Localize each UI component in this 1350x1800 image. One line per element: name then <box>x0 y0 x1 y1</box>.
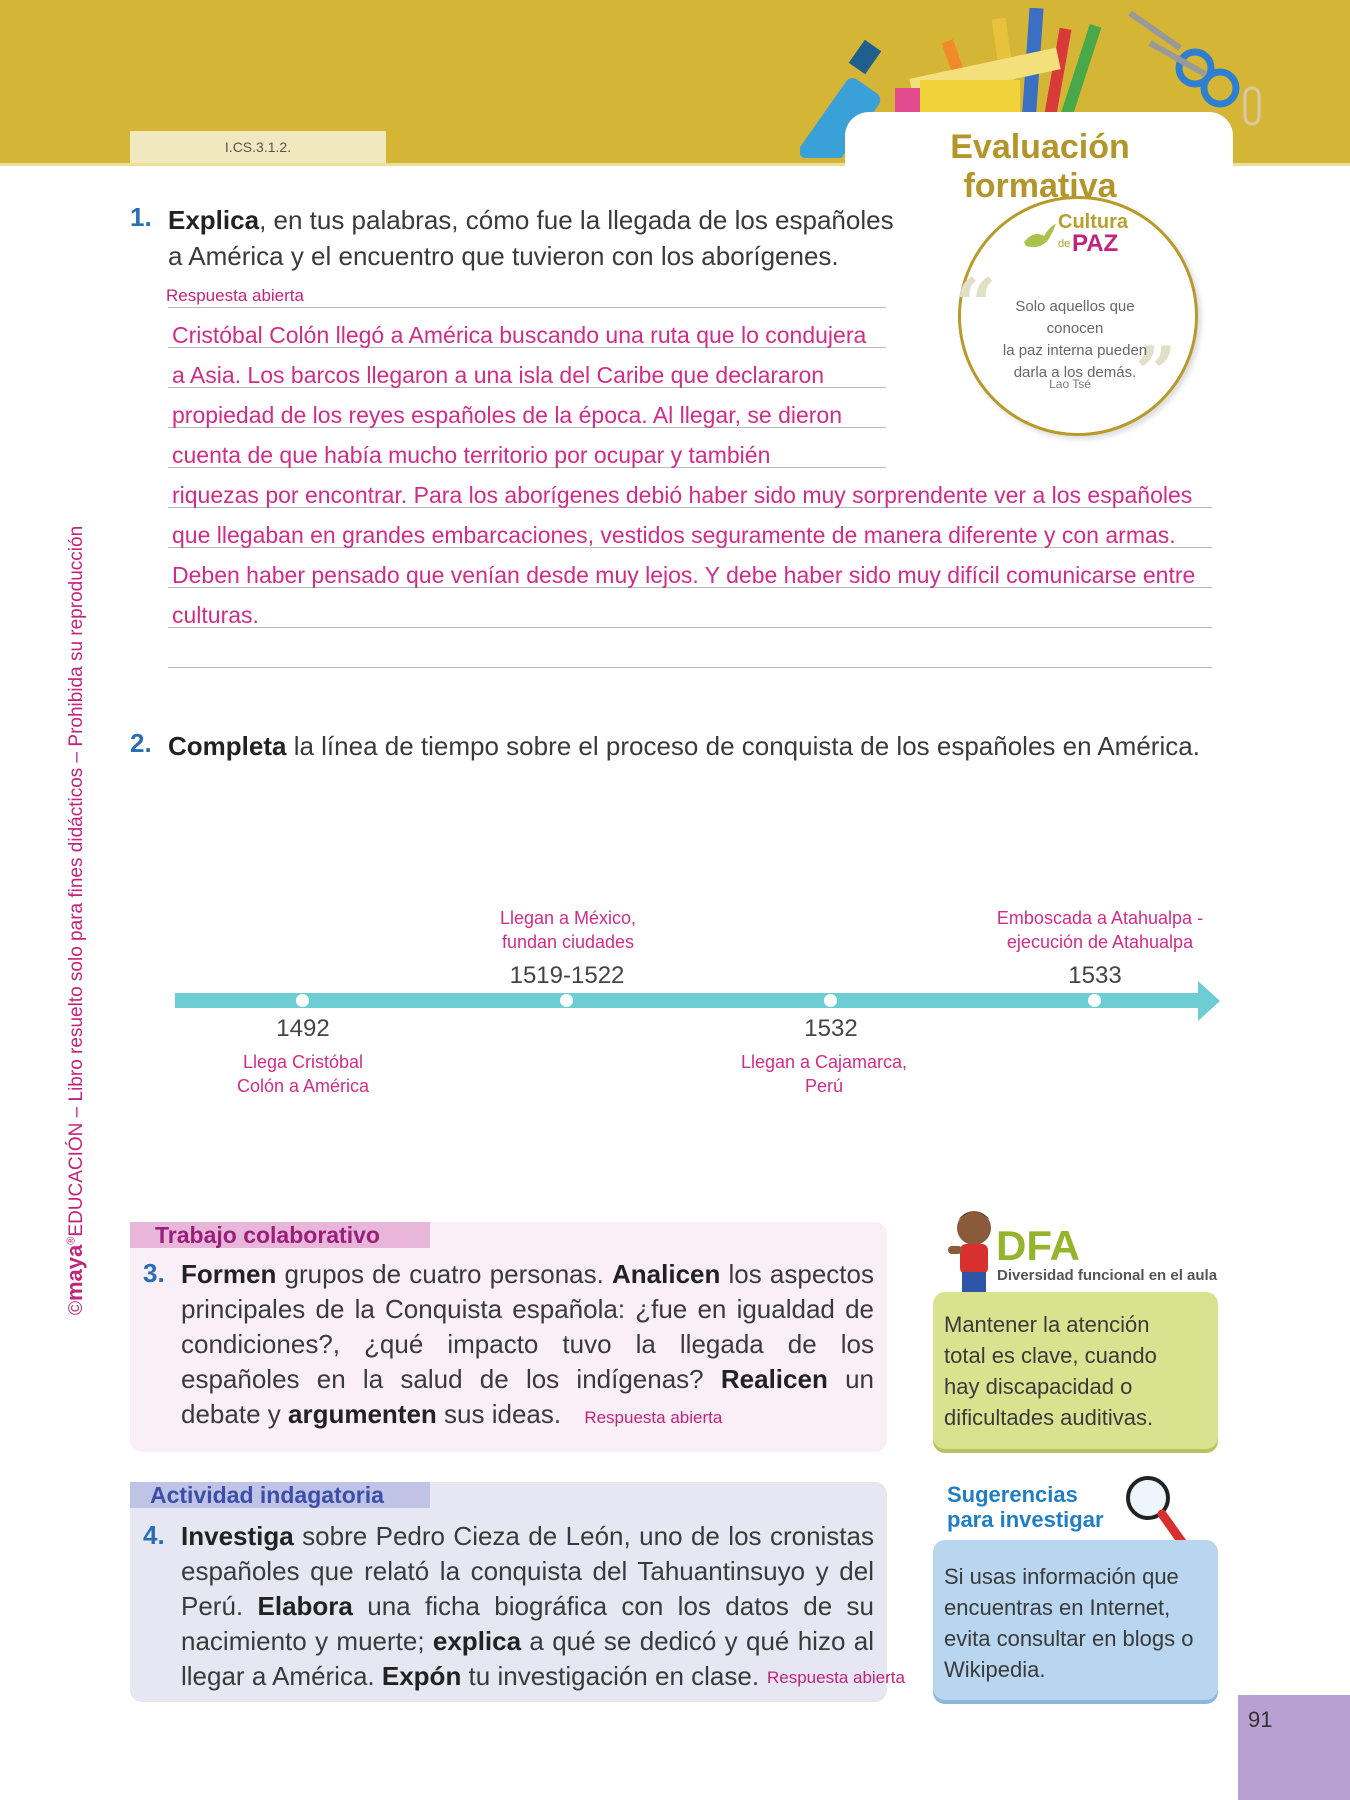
peace-title-de: de <box>1058 238 1071 250</box>
question-1-prompt <box>168 202 908 274</box>
question-4-text: a qué se dedicó y qué hizo al llegar a América. <box>181 1626 874 1691</box>
question-1-text-line1: , en tus palabras, cómo fue la llegada de los españoles <box>259 205 894 235</box>
answer-line: que llegaban en grandes embarcaciones, vestidos seguramente de manera diferente y con armas. <box>172 522 1176 548</box>
answer-tag: Respuesta abierta <box>166 286 304 305</box>
timeline-event-label <box>183 1050 423 1098</box>
timeline-label-line: Emboscada a Atahualpa - <box>996 908 1204 928</box>
magnifying-glass-icon <box>1120 1470 1192 1550</box>
timeline-bar <box>175 993 1205 1008</box>
timeline-label-line: Llega Cristóbal <box>242 1052 364 1072</box>
answer-line: riquezas por encontrar. Para los aborígenes debió haber sido muy sorprendente ver a los españoles <box>172 482 1193 508</box>
dfa-text: Mantener la atención total es clave, cuando hay discapacidad o dificultades auditivas. <box>944 1312 1157 1430</box>
timeline-label-line: Colón a América <box>236 1076 370 1096</box>
timeline-label-line: Llegan a México, <box>499 908 637 928</box>
research-activity-label: Actividad indagatoria <box>130 1482 430 1508</box>
question-4-text: tu investigación en clase. <box>461 1661 760 1691</box>
peace-quote-line: Solo aquellos que conocen <box>1015 298 1135 337</box>
timeline-label-line: ejecución de Atahualpa <box>1006 932 1194 952</box>
timeline-dot <box>296 994 309 1007</box>
suggestions-title-line: Sugerencias <box>947 1482 1078 1507</box>
answer-rule <box>168 667 1212 668</box>
brand-name: maya <box>62 1244 87 1301</box>
timeline-year: 1519-1522 <box>509 962 625 989</box>
curriculum-code: I.CS.3.1.2. <box>130 131 386 163</box>
peace-quote-author: Lao Tsé <box>1049 377 1091 391</box>
dfa-title: DFA <box>996 1222 1080 1269</box>
question-2-verb: Completa <box>168 731 287 761</box>
answer-line: a Asia. Los barcos llegaron a una isla del Caribe que declararon <box>172 362 825 388</box>
page-number: 91 <box>1248 1707 1273 1732</box>
timeline-year: 1492 <box>276 1015 330 1042</box>
dove-icon <box>1022 222 1058 252</box>
question-3-verb: Realicen <box>720 1364 828 1394</box>
question-3-verb: Analicen <box>612 1259 721 1289</box>
copyright-symbol: © <box>66 1301 87 1315</box>
question-2-number: 2. <box>130 728 152 758</box>
peace-quote <box>985 296 1165 384</box>
suggestions-title <box>947 1482 1104 1532</box>
answer-rule <box>168 307 886 308</box>
question-1-number: 1. <box>130 202 152 232</box>
question-2-prompt <box>168 728 1248 764</box>
question-4-verb: Investiga <box>181 1521 294 1551</box>
answer-line: cuenta de que había mucho territorio por ocupar y también <box>172 442 771 468</box>
question-3-text: un debate y <box>181 1364 874 1429</box>
timeline-label-line: Perú <box>804 1076 844 1096</box>
timeline-dot <box>1088 994 1101 1007</box>
timeline-event-label <box>970 906 1230 954</box>
peace-quote-line: darla a los demás. <box>1013 364 1137 381</box>
answer-line: culturas. <box>172 602 259 628</box>
question-3-verb: Formen <box>181 1259 277 1289</box>
copyright-text: EDUCACIÓN – Libro resuelto solo para fines didácticos – Prohibida su reproducción <box>66 525 87 1237</box>
open-quote-icon: “ <box>955 262 997 347</box>
scissors-icon <box>1130 13 1236 104</box>
question-1-text-line2: a América y el encuentro que tuvieron con los aborígenes. <box>168 241 839 271</box>
question-3-text: los aspectos principales de la Conquista española: ¿fue en igualdad de condiciones?, ¿qué impacto tuvo la llegada de los españoles en la salud de los indígenas? <box>181 1259 874 1394</box>
timeline-event-label <box>704 1050 944 1098</box>
timeline-event-label <box>448 906 688 954</box>
question-3-prompt <box>181 1257 874 1435</box>
question-3-verb: argumenten <box>287 1399 437 1429</box>
timeline-year: 1532 <box>804 1015 858 1042</box>
question-4-text: sobre Pedro Cieza de León, uno de los cronistas españoles que relató la conquista del Tahuantinsuyo y del Perú. <box>181 1521 874 1621</box>
question-4-verb: Expón <box>381 1661 462 1691</box>
question-2-text: la línea de tiempo sobre el proceso de conquista de los españoles en América. <box>286 731 1200 761</box>
timeline-dot <box>824 994 837 1007</box>
peace-title-bottom: PAZ <box>1072 230 1119 257</box>
collaborative-work-label: Trabajo colaborativo <box>130 1222 430 1248</box>
child-character-icon <box>940 1206 1004 1302</box>
timeline-year: 1533 <box>1068 962 1122 989</box>
timeline-arrowhead <box>1198 981 1222 1021</box>
page-title: Evaluación formativa <box>950 128 1130 205</box>
question-1-verb: Explica <box>168 205 260 235</box>
suggestions-text: Si usas información que encuentras en Internet, evita consultar en blogs o Wikipedia. <box>944 1564 1194 1682</box>
question-4-verb: Elabora <box>257 1591 353 1621</box>
close-quote-icon: ” <box>1135 330 1177 415</box>
answer-tag: Respuesta abierta <box>767 1668 905 1687</box>
peace-quote-line: la paz interna pueden <box>1002 342 1148 359</box>
registered-mark: ® <box>65 1236 78 1245</box>
question-3-text: grupos de cuatro personas. <box>276 1259 612 1289</box>
copyright-notice <box>62 475 88 1315</box>
dfa-subtitle: Diversidad funcional en el aula <box>997 1267 1218 1284</box>
question-3-text: sus ideas. <box>436 1399 562 1429</box>
timeline-label-line: Llegan a Cajamarca, <box>740 1052 908 1072</box>
question-4-number: 4. <box>143 1520 165 1550</box>
peace-title-top: Cultura <box>1058 211 1128 233</box>
question-4-verb: explica <box>432 1626 522 1656</box>
answer-line: Deben haber pensado que venían desde muy lejos. Y debe haber sido muy difícil comunicarse entre <box>172 562 1196 588</box>
answer-line: propiedad de los reyes españoles de la época. Al llegar, se dieron <box>172 402 843 428</box>
timeline-label-line: fundan ciudades <box>501 932 635 952</box>
answer-rule <box>168 627 1212 628</box>
answer-line: Cristóbal Colón llegó a América buscando una ruta que lo condujera <box>172 322 867 348</box>
answer-tag: Respuesta abierta <box>584 1408 723 1427</box>
question-4-text: una ficha biográfica con los datos de su nacimiento y muerte; <box>181 1591 874 1656</box>
timeline-dot <box>560 994 573 1007</box>
paper-clip-icon <box>1245 88 1259 124</box>
suggestions-title-line: para investigar <box>947 1507 1104 1532</box>
question-3-number: 3. <box>143 1258 165 1288</box>
